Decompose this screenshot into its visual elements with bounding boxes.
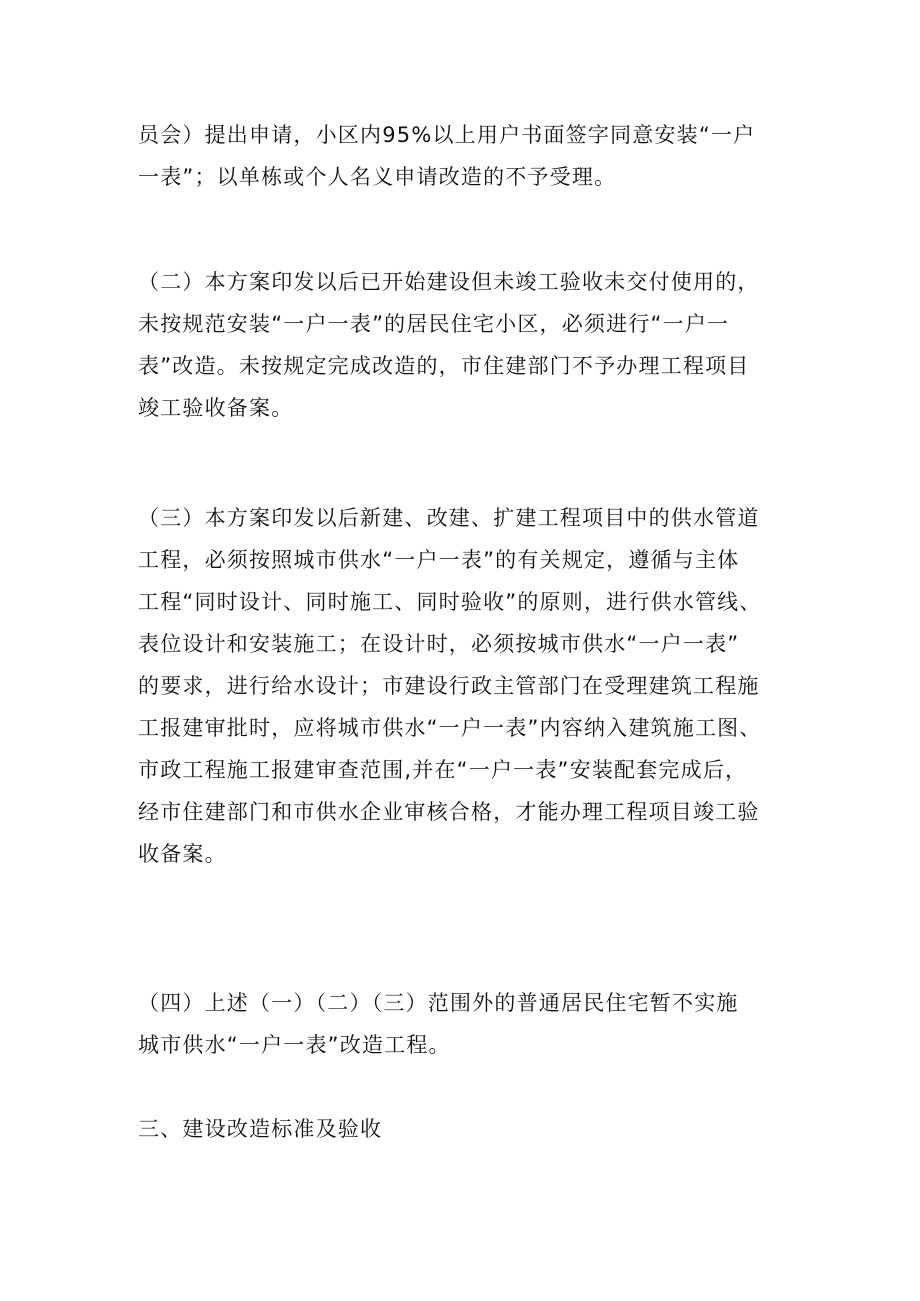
text-line: 一表”；以单栋或个人名义申请改造的不予受理。 — [138, 165, 617, 189]
text-line: 表位设计和安装施工；在设计时，必须按城市供水“一户一表” — [138, 632, 740, 656]
text-line: 工程，必须按照城市供水“一户一表”的有关规定，遵循与主体 — [138, 548, 740, 572]
section-heading: 三、建设改造标准及验收 — [138, 1117, 383, 1141]
text-line: 工程“同时设计、同时施工、同时验收”的原则，进行供水管线、 — [138, 590, 762, 614]
paragraph-item-4 — [138, 982, 798, 1066]
paragraph-item-2 — [138, 261, 798, 429]
text-line: 市政工程施工报建审查范围,并在“一户一表”安装配套完成后， — [138, 758, 748, 782]
text-line: （二）本方案印发以后已开始建设但未竣工验收未交付使用的， — [138, 270, 760, 294]
text-line: 城市供水“一户一表”改造工程。 — [138, 1033, 451, 1057]
text-line: （四）上述（一）（二）（三）范围外的普通居民住宅暂不实施 — [138, 991, 739, 1015]
text-line: 表”改造。未按规定完成改造的，市住建部门不予办理工程项目 — [138, 354, 750, 378]
text-line: 收备案。 — [138, 842, 227, 866]
paragraph-item-3 — [138, 497, 798, 875]
text-line: 未按规范安装“一户一表”的居民住宅小区，必须进行“一户一 — [138, 312, 730, 336]
text-line: 的要求，进行给水设计；市建设行政主管部门在受理建筑工程施 — [138, 674, 760, 698]
paragraph-continuation — [138, 114, 798, 198]
text-line: 经市住建部门和市供水企业审核合格，才能办理工程项目竣工验 — [138, 800, 760, 824]
text-line: 工报建审批时，应将城市供水“一户一表”内容纳入建筑施工图、 — [138, 716, 762, 740]
text-line: 竣工验收备案。 — [138, 396, 294, 420]
text-line: （三）本方案印发以后新建、改建、扩建工程项目中的供水管道 — [138, 506, 760, 530]
text-line: 员会）提出申请，小区内95%以上用户书面签字同意安装“一户 — [138, 123, 756, 147]
